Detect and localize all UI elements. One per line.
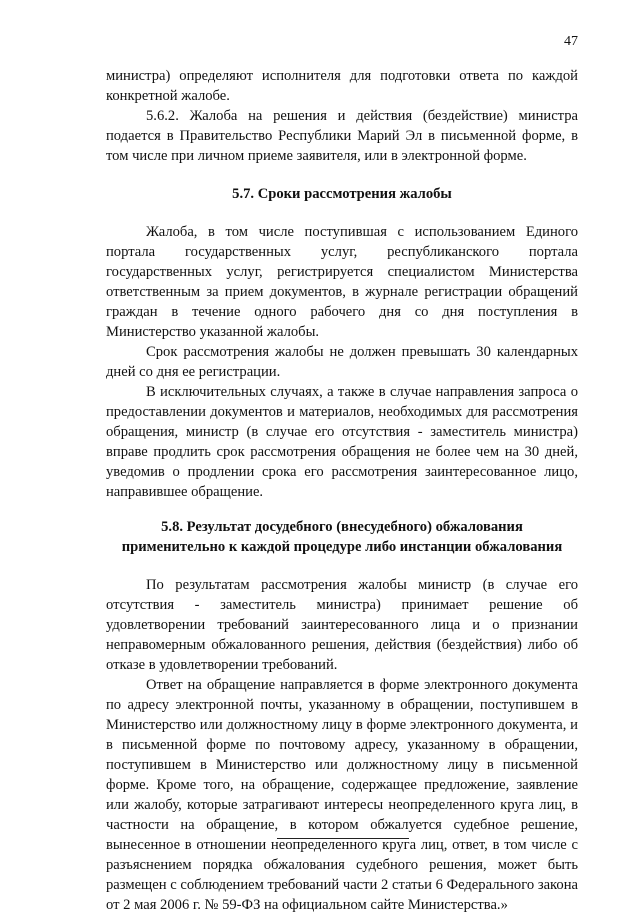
footer-divider bbox=[277, 838, 409, 839]
paragraph-response-delivery: Ответ на обращение направляется в форме электронного документа по адресу электронной почты, указанному в обращении, поступившем в Министерство или должностному лицу в форме электронного документа, и в письменной форме по почтовому адресу, указанному в обращении, поступившем в Министерство или должностному лицу в письменной форме. Кроме того, на обращение, содержащее предложение, заявление или жалобу, которые затрагивают интересы неопределенного круга лиц, в частности на обращение, в котором обжалуется судебное решение, вынесенное в отношении неопределенного круга лиц, ответ, в том числе с разъяснением порядка обжалования судебного решения, может быть размещен с соблюдением требований части 2 статьи 6 Федерального закона от 2 мая 2006 г. № 59-ФЗ на официальном сайте Министерства.» bbox=[106, 677, 578, 913]
paragraph-review-term: Срок рассмотрения жалобы не должен превышать 30 календарных дней со дня ее регистрации. bbox=[106, 344, 578, 380]
paragraph-review-result: По результатам рассмотрения жалобы министр (в случае его отсутствия - заместитель министра) принимает решение об удовлетворении требований заинтересованного лица и о признании неправомерным обжалованного решения, действия (бездействия) либо об отказе в удовлетворении требований. bbox=[106, 577, 578, 673]
paragraph-exceptional-cases: В исключительных случаях, а также в случае направления запроса о предоставлении документов и материалов, необходимых для рассмотрения обращения, министр (в случае его отсутствия - заместитель министра) вправе продлить срок рассмотрения обращения не более чем на 30 дней, уведомив о продлении срока его рассмотрения заинтересованное лицо, направившее обращение. bbox=[106, 384, 578, 500]
paragraph-continuation: министра) определяют исполнителя для подготовки ответа по каждой конкретной жалобе. bbox=[106, 68, 578, 104]
document-body bbox=[106, 66, 578, 915]
section-heading-5-8-line-2: применительно к каждой процедуре либо инстанции обжалования bbox=[121, 539, 563, 555]
section-heading-5-7: 5.7. Сроки рассмотрения жалобы bbox=[232, 186, 452, 202]
section-heading-5-8-line-1: 5.8. Результат досудебного (внесудебного) обжалования bbox=[161, 519, 523, 535]
paragraph-5-6-2: 5.6.2. Жалоба на решения и действия (бездействие) министра подается в Правительство Республики Марий Эл в письменной форме, в том числе при личном приеме заявителя, или в электронной форме. bbox=[106, 108, 578, 164]
paragraph-complaint-registration: Жалоба, в том числе поступившая с использованием Единого портала государственных услуг, республиканского портала государственных услуг, регистрируется специалистом Министерства ответственным за прием документов, в журнале регистрации обращений граждан в течение одного рабочего дня со дня поступления в Министерство указанной жалобы. bbox=[106, 224, 578, 340]
page-number: 47 bbox=[564, 34, 578, 49]
